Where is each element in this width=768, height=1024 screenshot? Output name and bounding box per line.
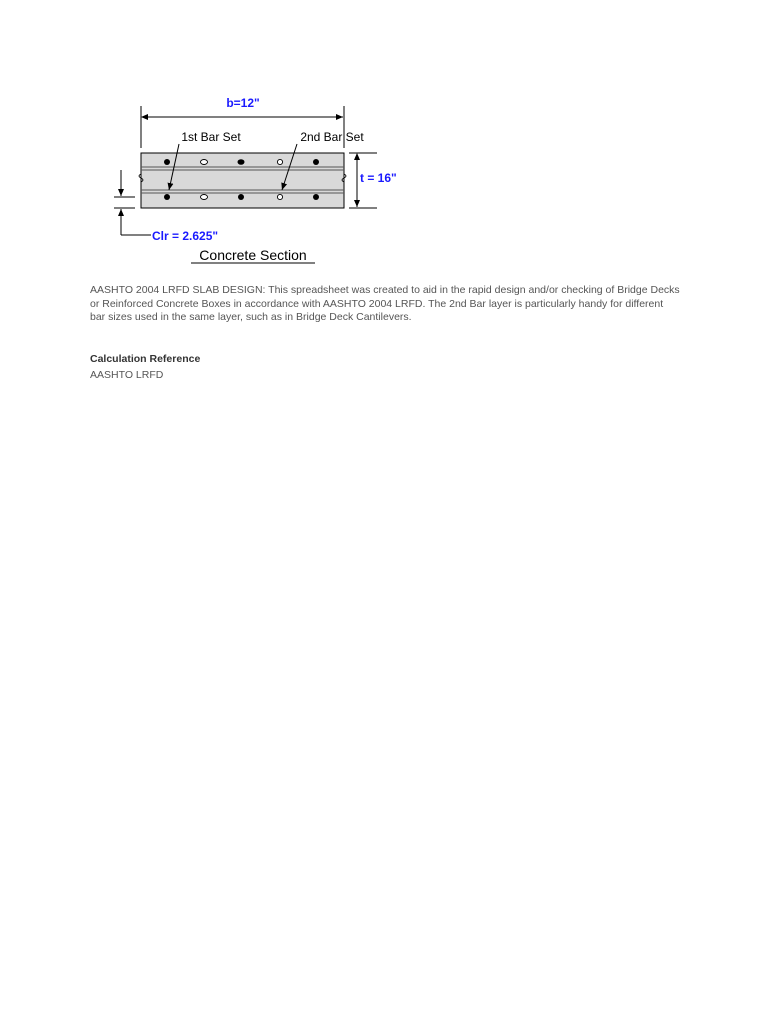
rebar-solid	[313, 194, 319, 200]
concrete-section-figure	[105, 90, 415, 270]
rebar-solid	[313, 159, 319, 165]
rebar-solid	[238, 159, 245, 165]
calculation-reference-heading: Calculation Reference	[90, 353, 201, 365]
rebar-solid	[164, 194, 170, 200]
figure-caption: Concrete Section	[199, 247, 307, 263]
first-bar-set-label: 1st Bar Set	[181, 130, 241, 144]
calculation-reference-value: AASHTO LRFD	[90, 369, 164, 381]
rebar-hollow	[277, 159, 282, 164]
description-paragraph: AASHTO 2004 LRFD SLAB DESIGN: This spreadsheet was created to aid in the rapid design and/or checking of Bridge Decks or Reinforced Concrete Boxes in accordance with AASHTO 2004 LRFD. The 2nd Bar layer is particularly handy for different bar sizes used in the same layer, such as in Bridge Deck Cantilevers.	[90, 284, 680, 323]
rebar-solid	[164, 159, 170, 165]
rebar-hollow	[277, 194, 282, 199]
width-label: b=12"	[226, 96, 260, 110]
thickness-label: t = 16"	[360, 171, 397, 185]
rebar-hollow	[201, 160, 208, 165]
rebar-hollow	[201, 195, 208, 200]
clear-cover-label: Clr = 2.625"	[152, 229, 219, 243]
second-bar-set-label: 2nd Bar Set	[300, 130, 364, 144]
rebar-solid	[238, 194, 244, 200]
concrete-section-diagram	[105, 90, 415, 270]
